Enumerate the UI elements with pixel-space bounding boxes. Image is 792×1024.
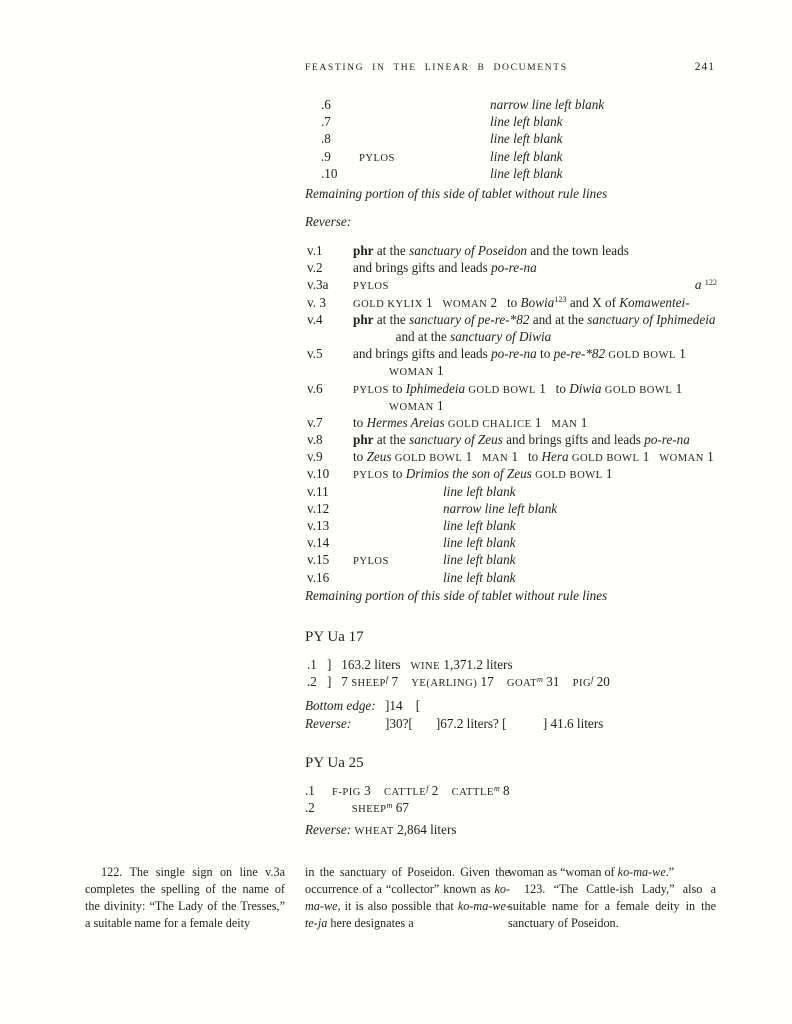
text-segment: 1 xyxy=(577,414,588,430)
blank-line-note: narrow line left blank xyxy=(490,97,605,112)
text-segment: ]30?[ ]67.2 liters? [ ] 41.6 liters xyxy=(385,715,604,731)
text-segment: Zeus xyxy=(366,449,392,465)
transcription-row xyxy=(321,165,741,182)
text-segment: 1 xyxy=(639,449,660,465)
text-segment: PYLOS xyxy=(353,470,389,482)
ua17-edge-list xyxy=(305,697,745,732)
text-segment: 7 xyxy=(388,674,412,690)
line-content xyxy=(385,715,603,733)
transcription-row xyxy=(307,380,717,397)
line-number: v.1 xyxy=(307,243,323,258)
footnote-col-2 xyxy=(305,864,510,932)
line-content xyxy=(385,697,420,715)
text-segment: 2 xyxy=(428,783,452,798)
text-segment: CATTLE xyxy=(383,787,427,798)
text-segment: Diwia xyxy=(569,380,602,396)
blank-line-note: line left blank xyxy=(490,114,563,130)
text-segment: 1 xyxy=(462,449,483,465)
text-segment: Hermes Areias xyxy=(366,414,445,430)
transcription-row xyxy=(307,517,717,534)
transcription-row xyxy=(307,656,747,673)
running-head xyxy=(305,61,715,73)
text-segment: at the xyxy=(373,243,410,258)
transcription-row xyxy=(307,414,717,431)
transcription-row xyxy=(321,113,741,130)
text-segment: WINE xyxy=(410,661,441,672)
line-number: .1 xyxy=(307,657,317,672)
transcription-row xyxy=(307,500,717,517)
blank-line-note: narrow line left blank xyxy=(443,500,558,516)
text-segment: CATTLE xyxy=(451,787,494,798)
text-segment: here designates a xyxy=(327,916,414,930)
transcription-row xyxy=(307,276,717,293)
text-segment: 31 xyxy=(542,674,573,690)
text-segment: 2,864 liters xyxy=(393,822,457,837)
text-segment: phr xyxy=(353,311,374,327)
transcription-row xyxy=(321,130,741,147)
text-segment: 67 xyxy=(392,800,409,816)
text-segment: GOLD BOWL xyxy=(535,470,603,482)
text-segment: 1 xyxy=(672,380,683,396)
text-segment: GOLD BOWL xyxy=(608,350,676,362)
ua25-transcription-list xyxy=(305,782,725,816)
line-number: v.6 xyxy=(307,380,323,396)
line-number: v.16 xyxy=(307,569,330,585)
page-number: 241 xyxy=(694,61,715,73)
line-number: v.14 xyxy=(307,535,330,551)
text-segment: Komawentei- xyxy=(619,294,690,310)
edge-label: Bottom edge: xyxy=(305,698,376,713)
line-content xyxy=(327,673,610,692)
text-segment: 1,371.2 liters xyxy=(440,657,513,672)
text-segment: sanctuary of pe-re-*82 xyxy=(409,311,530,327)
edge-label: Reverse: xyxy=(305,715,352,731)
text-segment: phr xyxy=(353,243,374,258)
text-segment: sanctuary of Poseidon xyxy=(409,243,528,258)
transcription-row xyxy=(305,697,745,715)
transcription-row xyxy=(307,294,717,311)
footnote-paragraph xyxy=(508,881,716,932)
line-number: v.3a xyxy=(307,277,329,293)
text-segment: PYLOS xyxy=(353,281,389,293)
text-segment: , it is also possible that xyxy=(337,899,458,913)
text-segment: 2 to xyxy=(487,294,521,310)
transcription-row xyxy=(307,569,717,586)
text-segment: f xyxy=(591,675,594,685)
text-segment: MAN xyxy=(482,453,509,465)
footnote-paragraph xyxy=(305,864,510,932)
ua17-transcription-list xyxy=(307,656,747,690)
text-segment: ko-ma-we xyxy=(305,882,510,913)
blank-line-note: line left blank xyxy=(443,535,516,551)
transcription-row xyxy=(305,799,725,816)
text-segment: WOMAN xyxy=(442,298,488,310)
text-segment: GOLD CHALICE xyxy=(447,418,532,430)
text-segment: and brings gifts and leads xyxy=(502,432,645,448)
text-segment: and X of xyxy=(566,294,620,310)
transcription-row xyxy=(307,345,717,362)
transcription-row xyxy=(307,328,717,345)
text-segment: and the town leads xyxy=(527,243,629,258)
line-number: .9 xyxy=(321,148,331,164)
transcription-row xyxy=(307,673,747,690)
text-segment: phr xyxy=(353,432,374,448)
text-segment: ko-ma-we xyxy=(617,865,666,879)
text-segment: 123. “The Cattle-ish Lady,” also a suitable name for a female deity in the sanctuary of Poseidon. xyxy=(508,882,716,930)
text-segment: m xyxy=(537,675,543,685)
site-label: PYLOS xyxy=(359,152,395,164)
obverse-transcription-list xyxy=(321,96,741,182)
transcription-row xyxy=(307,448,717,465)
line-number: v.15 xyxy=(307,552,330,568)
text-segment: ]14 [ xyxy=(385,698,421,713)
transcription-row xyxy=(321,96,741,113)
line-number: .6 xyxy=(321,97,331,112)
footnote-col-1 xyxy=(85,864,285,932)
blank-line-note: line left blank xyxy=(490,131,563,147)
footnote-paragraph xyxy=(508,864,716,881)
text-segment: f xyxy=(426,783,429,793)
transcription-row xyxy=(307,259,717,276)
line-content xyxy=(353,242,629,259)
line-number: v.4 xyxy=(307,311,323,327)
text-segment: 1 to xyxy=(508,449,542,465)
site-label: PYLOS xyxy=(353,556,389,568)
running-head-title: FEASTING IN THE LINEAR B DOCUMENTS xyxy=(305,62,568,73)
text-segment: a xyxy=(694,277,702,293)
text-segment: m xyxy=(386,801,393,811)
reverse-transcription-list xyxy=(307,242,717,586)
blank-line-note: line left blank xyxy=(443,483,516,499)
transcription-row xyxy=(307,551,717,568)
line-number: .10 xyxy=(321,165,338,181)
text-segment: to xyxy=(388,380,406,396)
text-segment: 3 xyxy=(360,783,384,798)
line-number: v.11 xyxy=(307,483,329,499)
text-segment: po-re-na xyxy=(491,260,537,276)
text-segment: 122 xyxy=(704,278,717,288)
transcription-row xyxy=(307,362,717,379)
text-segment: 122. The single sign on line v.3a completes the spelling of the name of the divinity: “The Lady of the Tresses,” a suitable name for a female deity xyxy=(85,865,285,930)
rule-note-obverse: Remaining portion of this side of tablet without rule lines xyxy=(305,186,608,201)
line-number: .7 xyxy=(321,114,331,130)
blank-line-note: line left blank xyxy=(443,552,516,568)
text-segment: m xyxy=(493,783,500,793)
blank-line-note: line left blank xyxy=(490,148,563,164)
line-number: .1 xyxy=(305,783,315,798)
text-segment: Bowia xyxy=(520,294,555,310)
line-number: .2 xyxy=(305,800,315,816)
transcription-row xyxy=(305,782,725,799)
text-segment: sanctuary of Diwia xyxy=(450,328,552,344)
blank-line-note: line left blank xyxy=(443,518,516,533)
text-segment: ] 7 xyxy=(327,674,352,690)
line-content xyxy=(353,259,537,276)
text-segment: GOLD BOWL xyxy=(394,453,463,465)
tablet-heading-ua25: PY Ua 25 xyxy=(305,755,364,771)
text-segment: and brings gifts and leads xyxy=(353,260,492,276)
transcription-row xyxy=(307,465,717,482)
text-segment: WOMAN xyxy=(389,401,434,413)
line-number: v.5 xyxy=(307,346,323,362)
text-segment: to xyxy=(536,346,554,362)
text-segment: woman as “woman of xyxy=(508,865,618,879)
text-segment: sanctuary of Iphimedeia xyxy=(587,311,716,327)
text-segment: sanctuary of Zeus xyxy=(409,432,503,448)
transcription-row xyxy=(307,311,717,328)
ua25-reverse-line xyxy=(305,822,456,838)
text-segment: at the xyxy=(373,311,410,327)
text-segment: 123 xyxy=(554,295,567,305)
text-segment: 1 to xyxy=(535,380,570,396)
text-segment: ko-ma-we-te-ja xyxy=(305,899,510,930)
transcription-row xyxy=(307,397,717,414)
text-segment: WHEAT xyxy=(354,826,394,837)
line-content xyxy=(353,276,389,295)
text-segment xyxy=(332,800,352,815)
text-segment: at the xyxy=(373,432,410,448)
line-content xyxy=(353,311,715,328)
blank-line-note: line left blank xyxy=(490,165,563,181)
line-number: v.9 xyxy=(307,449,323,465)
line-number: v.13 xyxy=(307,518,330,533)
text-segment: 8 xyxy=(499,783,510,798)
blank-line-note: line left blank xyxy=(443,569,516,585)
marginal-sign xyxy=(695,276,717,295)
text-segment: 1 xyxy=(703,449,714,465)
line-number: v. 3 xyxy=(307,294,326,310)
text-segment: ] 163.2 liters xyxy=(327,657,411,672)
text-segment: YE(ARLING) xyxy=(411,678,478,690)
transcription-row xyxy=(305,715,745,733)
line-number: v.10 xyxy=(307,466,330,482)
line-content xyxy=(332,799,409,818)
footnote-col-3 xyxy=(508,864,716,932)
line-number: .2 xyxy=(307,674,317,690)
text-segment: GOLD BOWL xyxy=(571,453,640,465)
text-segment: Reverse: xyxy=(305,822,355,837)
text-segment: .” xyxy=(665,865,675,879)
text-segment: GOLD KYLIX xyxy=(353,298,423,310)
text-segment: MAN xyxy=(551,418,578,430)
text-segment: GOLD BOWL xyxy=(468,384,536,396)
transcription-row xyxy=(307,483,717,500)
text-segment: 1 xyxy=(422,294,443,310)
line-number: .8 xyxy=(321,131,331,147)
text-segment: 17 xyxy=(477,674,507,690)
text-segment: to xyxy=(353,449,367,465)
text-segment: po-re-na xyxy=(644,432,690,448)
text-segment: 1 xyxy=(602,466,613,482)
reverse-heading: Reverse: xyxy=(305,214,352,229)
transcription-row xyxy=(307,431,717,448)
text-segment: and at the xyxy=(389,328,451,344)
footnote-paragraph xyxy=(85,864,285,932)
transcription-row xyxy=(307,242,717,259)
text-segment: 1 xyxy=(433,397,444,413)
line-number: v.12 xyxy=(307,500,330,516)
text-segment: Iphimedeia xyxy=(405,380,466,396)
text-segment: F-PIG xyxy=(332,787,361,798)
line-number: v.7 xyxy=(307,414,323,430)
text-segment: and at the xyxy=(529,311,588,327)
text-segment: SHEEP xyxy=(351,804,387,816)
text-segment: pe-re-*82 xyxy=(553,346,606,362)
text-segment: in the sanctuary of Poseidon. Given the occurrence of a “collector” known as xyxy=(305,865,510,896)
transcription-row xyxy=(307,534,717,551)
text-segment: 20 xyxy=(593,674,610,690)
text-segment: WOMAN xyxy=(389,367,434,379)
text-segment: 1 xyxy=(531,414,552,430)
text-segment: to xyxy=(353,414,367,430)
transcription-row xyxy=(321,148,741,165)
line-content xyxy=(353,431,690,448)
text-segment: SHEEP xyxy=(351,678,386,690)
text-segment: Hera xyxy=(541,449,569,465)
text-segment: to xyxy=(388,466,406,482)
text-segment: WOMAN xyxy=(659,453,704,465)
line-number: v.8 xyxy=(307,432,323,448)
text-segment: PIG xyxy=(572,678,592,690)
text-segment: PYLOS xyxy=(353,384,389,396)
tablet-heading-ua17: PY Ua 17 xyxy=(305,629,364,645)
text-segment: and brings gifts and leads xyxy=(353,346,492,362)
text-segment: po-re-na xyxy=(491,346,537,362)
text-segment: Drimios the son of Zeus xyxy=(405,466,532,482)
rule-note-reverse: Remaining portion of this side of tablet without rule lines xyxy=(305,588,608,603)
text-segment: 1 xyxy=(675,346,686,362)
text-segment: f xyxy=(385,675,389,685)
line-content xyxy=(353,328,551,345)
text-segment: GOLD BOWL xyxy=(604,384,673,396)
text-segment: 1 xyxy=(433,363,444,379)
text-segment: GOAT xyxy=(506,678,538,690)
line-number: v.2 xyxy=(307,260,323,276)
